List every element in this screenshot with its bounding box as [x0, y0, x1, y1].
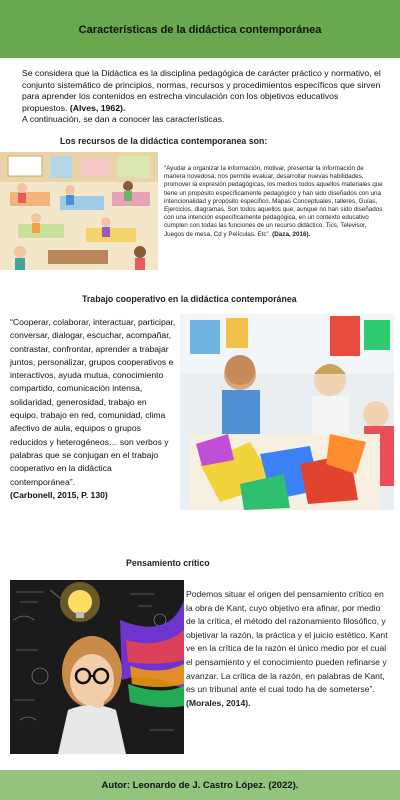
intro-followup: A continuación, se dan a conocer las características.: [22, 114, 225, 124]
cooperative-quote-text: “Cooperar, colaborar, interactuar, participar, conversar, dialogar, escuchar, acompañar, contrastar, confrontar, aprender a trabajar juntos, personalizar, grupos cooperativos e interactivos, ayuda mutua, conocimiento compartido, comunicación intensa, solidaridad, generosidad, trabajo en equipo, trabajo en red, comunidad, clima afectivo de aula, equipos o grupos reducidos y heterogéneos… son verbos y palabras que se conjugan en el trabajo cooperativo en la didáctica contemporánea”.: [10, 317, 176, 487]
girl-thinking-photo: [10, 580, 184, 754]
page-header: [0, 0, 400, 58]
intro-paragraph: [22, 68, 386, 126]
section-title-critical-thinking: Pensamiento crítico: [126, 558, 210, 568]
critical-thinking-quote-text: Podemos situar el origen del pensamiento crítico en la obra de Kant, cuyo objetivo era afinar, por medio de la crítica, el método del razonamiento filosófico, y objetivar la razón, la práctica y el juicio estético. Kant ve en la crítica de la razón el único medio por el cual el pensamiento y el conocimiento pueden refinarse y avanzar. La crítica de la razón, en palabras de Kant, es un tribunal ante el cual todo ha de someterse”.: [186, 589, 388, 695]
children-crafts-photo: [180, 314, 394, 510]
resources-quote: [164, 165, 386, 239]
classroom-illustration: [0, 152, 158, 270]
cooperative-quote: [10, 316, 176, 502]
intro-text: Se considera que la Didáctica es la disciplina pedagógica de carácter práctico y normativo, el conjunto sistemático de principios, normas, recursos y procedimientos específicos que sirven para aprender los contenidos en estrecha vinculación con los objetivos educativos propuestos.: [22, 68, 381, 113]
critical-thinking-citation: (Morales, 2014).: [186, 697, 251, 708]
author-credit: Autor: Leonardo de J. Castro López. (2022).: [101, 779, 299, 791]
section-title-cooperative: Trabajo cooperativo en la didáctica contemporánea: [82, 294, 297, 304]
intro-citation: (Alves, 1962).: [69, 102, 126, 113]
page-footer: [0, 770, 400, 800]
resources-quote-text: “Ayudar a organizar la información, motivar, presentar la información de manera novedosa, nos permite evaluar, desarrollar nuevas habilidades, promover la expresión pedagógicas, los medios todos aquellos materiales que tiene un propósito específicamente pedagógico y han sido diseñados con una intencionalidad y propósito específico. Mapas Conceptuales, talleres, Guías, Ejercicios, diagramas. Son todos aquellos que, aunque no han sido diseñados con una intención específicamente pedagógica, en un contexto educativo cumplen con todas las funciones de un recurso didáctico. Tics, Televisor, Juegos de mesa, Cd y Películas. Etc”.: [164, 165, 383, 238]
section-title-resources: Los recursos de la didáctica contemporanea son:: [60, 136, 268, 146]
resources-citation: (Daza, 2016).: [272, 230, 311, 238]
critical-thinking-quote: [186, 588, 392, 710]
page-title: Características de la didáctica contemporánea: [78, 24, 322, 36]
cooperative-citation: (Carbonell, 2015, P. 130): [10, 489, 108, 500]
